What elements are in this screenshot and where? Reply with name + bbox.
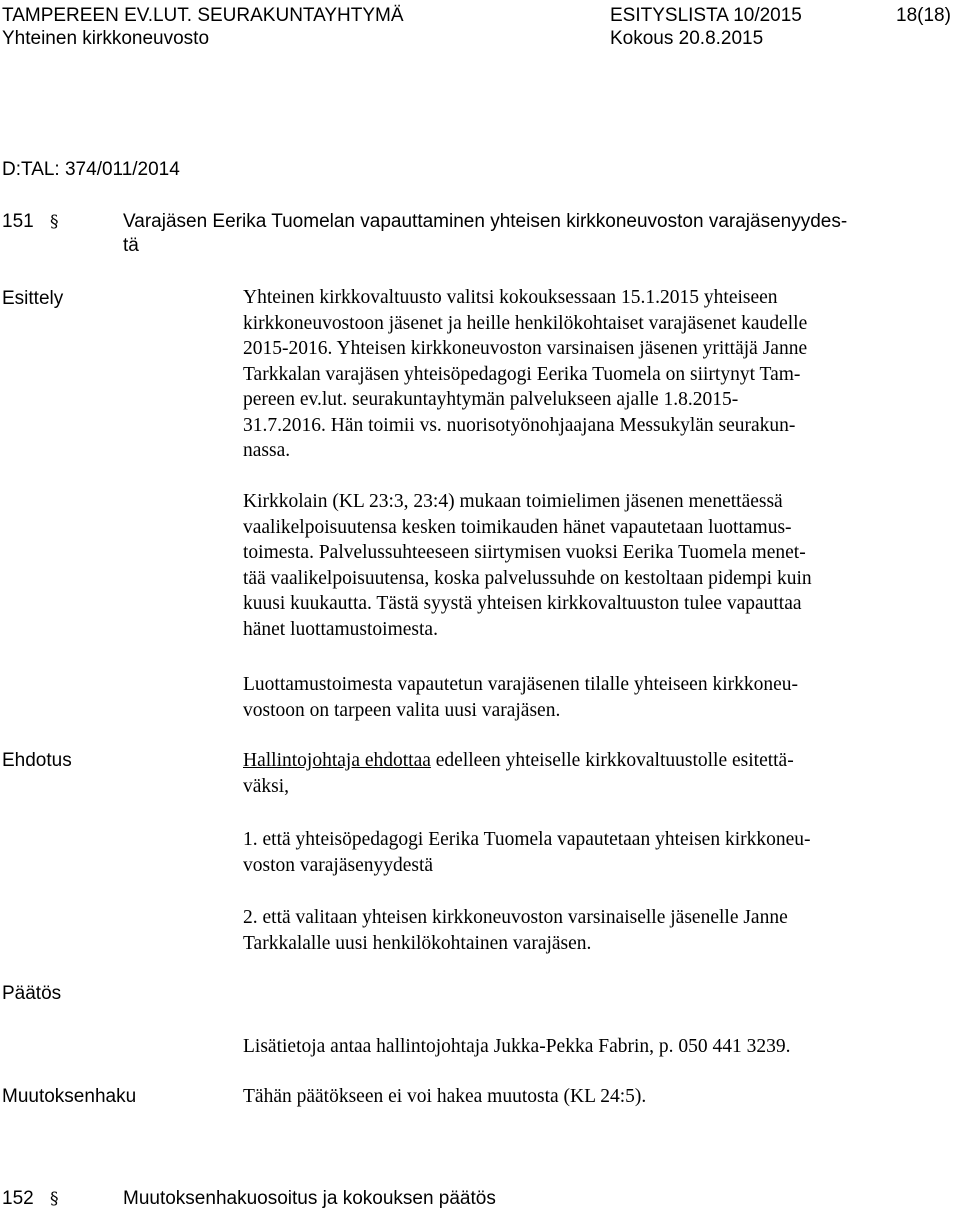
- header-body-name: Yhteinen kirkkoneuvosto: [2, 28, 210, 49]
- section-sign-icon: §: [50, 212, 59, 232]
- intro-rest: edelleen yhteiselle kirkkovaltuustolle esitettä-: [430, 750, 794, 771]
- header-agenda-number: ESITYSLISTA 10/2015: [610, 5, 802, 26]
- text-line: kirkkoneuvostoon jäsenet ja heille henkilökohtaiset varajäsenet kaudelle: [243, 312, 808, 334]
- esittely-paragraph-3: [243, 672, 923, 723]
- header-page-number: 18(18): [896, 5, 951, 26]
- ehdotus-item-2: [243, 905, 923, 956]
- header-organization: TAMPEREEN EV.LUT. SEURAKUNTAYHTYMÄ: [2, 5, 404, 26]
- label-paatos: Päätös: [2, 983, 62, 1004]
- text-line: pereen ev.lut. seurakuntayhtymän palvelukseen ajalle 1.8.2015-: [243, 389, 739, 410]
- text-line: hänet luottamustoimesta.: [243, 618, 438, 640]
- text-line: Yhteinen kirkkovaltuusto valitsi kokouksessaan 15.1.2015 yhteiseen: [243, 287, 778, 308]
- appeal-text: [243, 1084, 923, 1110]
- item-151-title-line-2: tä: [123, 235, 139, 256]
- text-line: Tähän päätökseen ei voi hakea muutosta (KL 24:5).: [243, 1086, 647, 1107]
- item-151-title-line-1: Varajäsen Eerika Tuomelan vapauttaminen yhteisen kirkkoneuvoston varajäsenyydes-: [123, 211, 848, 232]
- diary-number: D:TAL: 374/011/2014: [2, 159, 180, 180]
- item-152-number: 152: [2, 1188, 34, 1209]
- section-sign-icon: §: [50, 1189, 59, 1209]
- text-line: nassa.: [243, 440, 291, 461]
- item-151-number: 151: [2, 211, 34, 232]
- esittely-paragraph-2: [243, 489, 923, 642]
- header-meeting-date: Kokous 20.8.2015: [610, 28, 764, 49]
- text-line: 2015-2016. Yhteisen kirkkoneuvoston varsinaisen jäsenen yrittäjä Janne: [243, 338, 808, 359]
- text-line: 2. että valitaan yhteisen kirkkoneuvoston varsinaiselle jäsenelle Janne: [243, 907, 788, 928]
- label-esittely: Esittely: [2, 288, 64, 309]
- additional-info: [243, 1034, 923, 1060]
- text-line: vostoon on tarpeen valita uusi varajäsen.: [243, 699, 561, 721]
- text-line: Tarkkalan varajäsen yhteisöpedagogi Eerika Tuomela on siirtynyt Tam-: [243, 363, 801, 385]
- label-ehdotus: Ehdotus: [2, 750, 72, 771]
- text-line: väksi,: [243, 775, 290, 797]
- ehdotus-item-1: [243, 827, 923, 878]
- proposer-name: Hallintojohtaja ehdottaa: [243, 750, 431, 771]
- text-line: kuusi kuukautta. Tästä syystä yhteisen kirkkovaltuuston tulee vapauttaa: [243, 593, 802, 614]
- esittely-paragraph-1: [243, 285, 923, 464]
- text-line: voston varajäsenyydestä: [243, 854, 434, 876]
- text-line: Tarkkalalle uusi henkilökohtainen varajäsen.: [243, 932, 592, 954]
- text-line: tää vaalikelpoisuutensa, koska palvelussuhde on kestoltaan pidempi kuin: [243, 567, 812, 589]
- item-152-title: Muutoksenhakuosoitus ja kokouksen päätös: [123, 1188, 496, 1209]
- text-line: 31.7.2016. Hän toimii vs. nuorisotyönohjaajana Messukylän seurakun-: [243, 414, 796, 436]
- text-line: toimesta. Palvelussuhteeseen siirtymisen vuoksi Eerika Tuomela menet-: [243, 542, 806, 563]
- text-line: Luottamustoimesta vapautetun varajäsenen tilalle yhteiseen kirkkoneu-: [243, 674, 799, 695]
- label-muutoksenhaku: Muutoksenhaku: [2, 1086, 137, 1107]
- text-line: Lisätietoja antaa hallintojohtaja Jukka-Pekka Fabrin, p. 050 441 3239.: [243, 1036, 791, 1057]
- text-line: 1. että yhteisöpedagogi Eerika Tuomela vapautetaan yhteisen kirkkoneu-: [243, 829, 811, 850]
- text-line: [243, 748, 923, 774]
- text-line: Kirkkolain (KL 23:3, 23:4) mukaan toimielimen jäsenen menettäessä: [243, 491, 783, 512]
- ehdotus-intro: [243, 748, 923, 799]
- text-line: vaalikelpoisuutensa kesken toimikauden hänet vapautetaan luottamus-: [243, 516, 792, 538]
